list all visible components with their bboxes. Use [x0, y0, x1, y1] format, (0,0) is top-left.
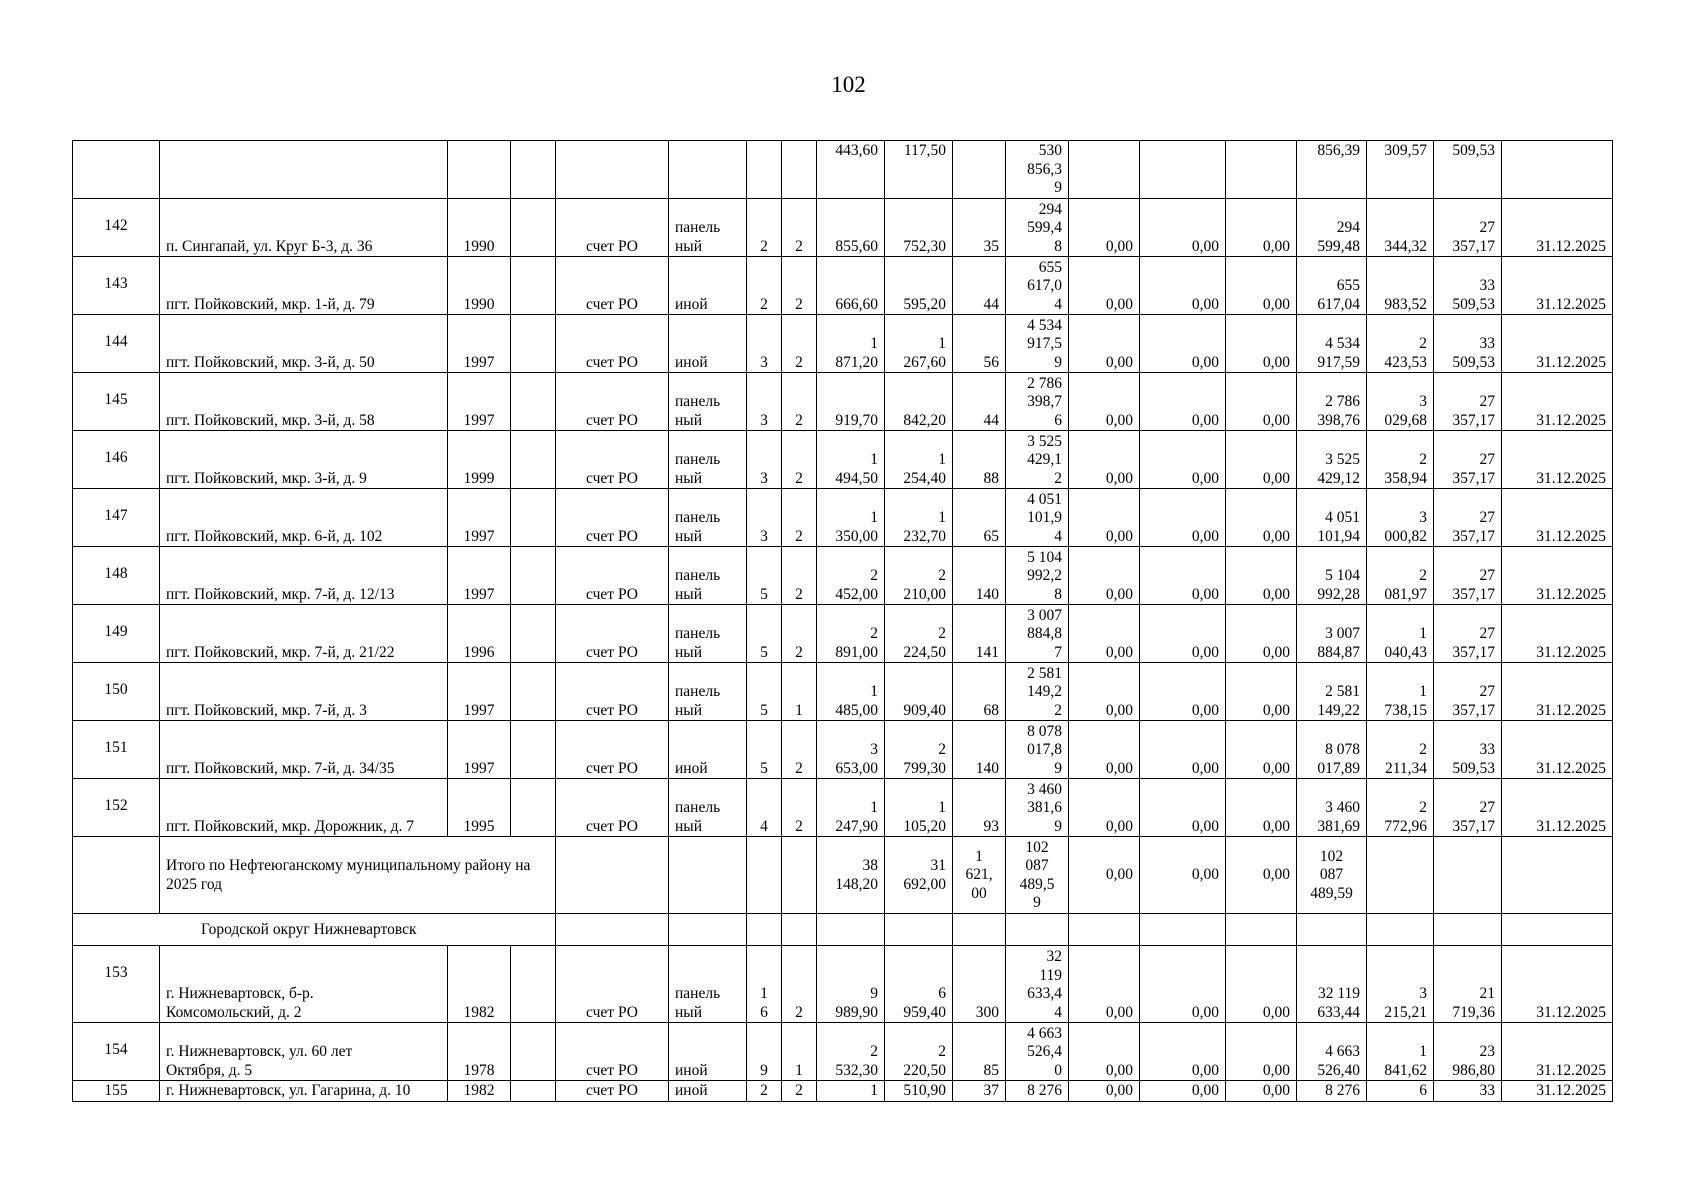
cell-residents: 56 — [953, 315, 1006, 373]
cell-fund-1: 0,00 — [1069, 779, 1140, 837]
cell-total: 4 534 917,59 — [1297, 315, 1367, 373]
cell-date: 31.12.2025 — [1502, 946, 1613, 1023]
cell-area-total: 443,60 — [817, 141, 885, 199]
cell-date: 31.12.2025 — [1502, 489, 1613, 547]
cell-fund-2: 0,00 — [1140, 663, 1226, 721]
cell-total: 4 663 526,40 — [1297, 1023, 1367, 1081]
cell-address: г. Нижневартовск, ул. 60 лет Октября, д. 5 — [160, 1023, 448, 1081]
cell-max-cost: 33 509,53 — [1434, 257, 1502, 315]
cell-area-total: 2 452,00 — [817, 547, 885, 605]
cell-total: 8 078 017,89 — [1297, 721, 1367, 779]
cell-wall-material: иной — [669, 315, 747, 373]
table-row — [73, 431, 1613, 489]
cell-floors: 3 — [747, 315, 782, 373]
cell-total: 294 599,48 — [1297, 199, 1367, 257]
cell-floors: 5 — [747, 547, 782, 605]
cell-residents: 68 — [953, 663, 1006, 721]
cell-area-total: 919,70 — [817, 373, 885, 431]
cell-funding-source: счет РО — [556, 721, 669, 779]
cell-funding-source: счет РО — [556, 489, 669, 547]
cell-cost: 4 534 917,5 9 — [1006, 315, 1069, 373]
cell-funding-source: счет РО — [556, 663, 669, 721]
cell-year: 1996 — [448, 605, 511, 663]
cell-cost: 32 119 633,4 4 — [1006, 946, 1069, 1023]
page-number: 102 — [831, 72, 866, 97]
building-register-table — [72, 140, 1613, 1102]
cell-floors: 2 — [747, 1081, 782, 1102]
table-row — [73, 257, 1613, 315]
cell-fund-3: 0,00 — [1226, 199, 1297, 257]
cell-number: 147 — [73, 489, 160, 547]
cell-fund-1: 0,00 — [1069, 199, 1140, 257]
cell-year: 1995 — [448, 779, 511, 837]
cell-residents: 88 — [953, 431, 1006, 489]
cell-unit-cost: 3 000,82 — [1367, 489, 1434, 547]
cell-fund-2: 0,00 — [1140, 1023, 1226, 1081]
cell-area-total: 3 653,00 — [817, 721, 885, 779]
cell-fund-2: 0,00 — [1140, 946, 1226, 1023]
cell-number: 150 — [73, 663, 160, 721]
table-row — [73, 663, 1613, 721]
cell-fund-3: 0,00 — [1226, 489, 1297, 547]
cell-cost: 530 856,3 9 — [1006, 141, 1069, 199]
cell-fund-1: 0,00 — [1069, 721, 1140, 779]
cell-funding-source: счет РО — [556, 373, 669, 431]
cell-wall-material: панель ный — [669, 547, 747, 605]
cell-address: пгт. Пойковский, мкр. 3-й, д. 50 — [160, 315, 448, 373]
cell-cost: 655 617,0 4 — [1006, 257, 1069, 315]
table-row — [73, 721, 1613, 779]
cell-cost: 294 599,4 8 — [1006, 199, 1069, 257]
cell-wall-material: панель ный — [669, 663, 747, 721]
section-header: Городской округ Нижневартовск — [73, 914, 556, 946]
cell-fund-3: 0,00 — [1226, 663, 1297, 721]
cell-floors: 3 — [747, 489, 782, 547]
cell-fund-1: 0,00 — [1069, 1081, 1140, 1102]
cell-area-total: 1 871,20 — [817, 315, 885, 373]
cell-area-living: 6 959,40 — [885, 946, 953, 1023]
cell-max-cost: 27 357,17 — [1434, 605, 1502, 663]
cell-address: пгт. Пойковский, мкр. 3-й, д. 58 — [160, 373, 448, 431]
subtotal-row — [73, 837, 1613, 914]
cell-number: 154 — [73, 1023, 160, 1081]
cell-date: 31.12.2025 — [1502, 1023, 1613, 1081]
cell-cost: 2 786 398,7 6 — [1006, 373, 1069, 431]
cell-floors: 4 — [747, 779, 782, 837]
cell-area-total: 1 485,00 — [817, 663, 885, 721]
cell-number: 155 — [73, 1081, 160, 1102]
cell-residents: 65 — [953, 489, 1006, 547]
cell-entrances: 2 — [782, 431, 817, 489]
cell-total: 5 104 992,28 — [1297, 547, 1367, 605]
cell-funding-source: счет РО — [556, 315, 669, 373]
cell-max-cost: 27 357,17 — [1434, 489, 1502, 547]
cell-fund-3: 0,00 — [1226, 373, 1297, 431]
cell-address: пгт. Пойковский, мкр. 7-й, д. 21/22 — [160, 605, 448, 663]
cell-fund-1: 0,00 — [1069, 1023, 1140, 1081]
cell-area-total: 1 247,90 — [817, 779, 885, 837]
cell-fund-1: 0,00 — [1069, 373, 1140, 431]
cell-residents: 85 — [953, 1023, 1006, 1081]
cell-wall-material: панель ный — [669, 605, 747, 663]
cell-total: 655 617,04 — [1297, 257, 1367, 315]
cell-area-living: 909,40 — [885, 663, 953, 721]
table-row — [73, 373, 1613, 431]
cell-wall-material: иной — [669, 257, 747, 315]
cell-max-cost: 27 357,17 — [1434, 547, 1502, 605]
cell-floors: 5 — [747, 605, 782, 663]
cell-number: 144 — [73, 315, 160, 373]
cell-floors: 2 — [747, 199, 782, 257]
cell-fund-1: 0,00 — [1069, 315, 1140, 373]
cell-address: пгт. Пойковский, мкр. 7-й, д. 34/35 — [160, 721, 448, 779]
cell-fund-3: 0,00 — [1226, 431, 1297, 489]
cell-cost: 8 276 — [1006, 1081, 1069, 1102]
cell-year: 1982 — [448, 1081, 511, 1102]
cell-max-cost: 21 719,36 — [1434, 946, 1502, 1023]
cell-unit-cost: 2 211,34 — [1367, 721, 1434, 779]
cell-unit-cost: 983,52 — [1367, 257, 1434, 315]
subtotal-label: Итого по Нефтеюганскому муниципальному району на 2025 год — [160, 837, 556, 914]
cell-number: 146 — [73, 431, 160, 489]
cell-entrances: 2 — [782, 779, 817, 837]
cell-residents: 140 — [953, 721, 1006, 779]
cell-fund-3: 0,00 — [1226, 837, 1297, 914]
cell-fund-1: 0,00 — [1069, 257, 1140, 315]
cell-max-cost: 33 509,53 — [1434, 721, 1502, 779]
cell-fund-2: 0,00 — [1140, 257, 1226, 315]
cell-total: 102 087 489,59 — [1297, 837, 1367, 914]
cell-year: 1997 — [448, 373, 511, 431]
cell-residents: 141 — [953, 605, 1006, 663]
cell-total: 3 525 429,12 — [1297, 431, 1367, 489]
cell-fund-3: 0,00 — [1226, 1081, 1297, 1102]
cell-residents: 1 621, 00 — [953, 837, 1006, 914]
cell-fund-1: 0,00 — [1069, 489, 1140, 547]
cell-fund-1: 0,00 — [1069, 547, 1140, 605]
cell-entrances: 2 — [782, 373, 817, 431]
cell-funding-source: счет РО — [556, 1023, 669, 1081]
cell-cost: 2 581 149,2 2 — [1006, 663, 1069, 721]
cell-area-living: 1 254,40 — [885, 431, 953, 489]
cell-area-total: 2 891,00 — [817, 605, 885, 663]
cell-address: пгт. Пойковский, мкр. 7-й, д. 3 — [160, 663, 448, 721]
cell-entrances: 2 — [782, 605, 817, 663]
cell-unit-cost: 2 772,96 — [1367, 779, 1434, 837]
cell-residents: 44 — [953, 373, 1006, 431]
cell-total: 3 460 381,69 — [1297, 779, 1367, 837]
cell-area-living: 752,30 — [885, 199, 953, 257]
table-row-continued — [73, 141, 1613, 199]
cell-date: 31.12.2025 — [1502, 663, 1613, 721]
cell-entrances: 2 — [782, 946, 817, 1023]
cell-floors: 5 — [747, 721, 782, 779]
cell-fund-2: 0,00 — [1140, 431, 1226, 489]
cell-funding-source: счет РО — [556, 946, 669, 1023]
cell-floors: 5 — [747, 663, 782, 721]
cell-area-living: 1 105,20 — [885, 779, 953, 837]
cell-area-total: 9 989,90 — [817, 946, 885, 1023]
cell-entrances: 2 — [782, 315, 817, 373]
cell-fund-2: 0,00 — [1140, 605, 1226, 663]
cell-wall-material: иной — [669, 1081, 747, 1102]
cell-number: 153 — [73, 946, 160, 1023]
cell-entrances: 2 — [782, 257, 817, 315]
cell-date: 31.12.2025 — [1502, 547, 1613, 605]
cell-area-living: 2 224,50 — [885, 605, 953, 663]
cell-year: 1997 — [448, 663, 511, 721]
cell-funding-source: счет РО — [556, 257, 669, 315]
cell-cost: 3 007 884,8 7 — [1006, 605, 1069, 663]
cell-max-cost: 33 509,53 — [1434, 315, 1502, 373]
cell-year: 1990 — [448, 257, 511, 315]
section-header-row — [73, 914, 1613, 946]
cell-year: 1997 — [448, 721, 511, 779]
cell-max-cost: 27 357,17 — [1434, 199, 1502, 257]
cell-address: г. Нижневартовск, б-р. Комсомольский, д. 2 — [160, 946, 448, 1023]
cell-number: 152 — [73, 779, 160, 837]
cell-area-living: 2 210,00 — [885, 547, 953, 605]
cell-funding-source: счет РО — [556, 199, 669, 257]
cell-unit-cost: 3 215,21 — [1367, 946, 1434, 1023]
cell-unit-cost: 2 423,53 — [1367, 315, 1434, 373]
cell-date: 31.12.2025 — [1502, 315, 1613, 373]
cell-unit-cost: 3 029,68 — [1367, 373, 1434, 431]
cell-address: пгт. Пойковский, мкр. 3-й, д. 9 — [160, 431, 448, 489]
cell-fund-2: 0,00 — [1140, 315, 1226, 373]
cell-date: 31.12.2025 — [1502, 1081, 1613, 1102]
cell-year: 1999 — [448, 431, 511, 489]
cell-cost: 8 078 017,8 9 — [1006, 721, 1069, 779]
cell-total: 2 581 149,22 — [1297, 663, 1367, 721]
cell-total: 3 007 884,87 — [1297, 605, 1367, 663]
cell-unit-cost: 2 081,97 — [1367, 547, 1434, 605]
cell-area-living: 1 232,70 — [885, 489, 953, 547]
cell-area-total: 1 494,50 — [817, 431, 885, 489]
cell-wall-material: панель ный — [669, 431, 747, 489]
cell-year: 1997 — [448, 315, 511, 373]
cell-wall-material: панель ный — [669, 373, 747, 431]
cell-address: пгт. Пойковский, мкр. 7-й, д. 12/13 — [160, 547, 448, 605]
cell-entrances: 2 — [782, 1081, 817, 1102]
cell-fund-3: 0,00 — [1226, 605, 1297, 663]
cell-max-cost: 27 357,17 — [1434, 779, 1502, 837]
cell-number: 145 — [73, 373, 160, 431]
cell-unit-cost: 1 040,43 — [1367, 605, 1434, 663]
table-row-cut — [73, 1081, 1613, 1102]
cell-area-total: 1 — [817, 1081, 885, 1102]
cell-fund-1: 0,00 — [1069, 431, 1140, 489]
cell-area-living: 595,20 — [885, 257, 953, 315]
cell-area-total: 666,60 — [817, 257, 885, 315]
cell-fund-2: 0,00 — [1140, 489, 1226, 547]
cell-residents: 140 — [953, 547, 1006, 605]
table-row — [73, 946, 1613, 1023]
table-row — [73, 199, 1613, 257]
cell-fund-2: 0,00 — [1140, 199, 1226, 257]
cell-area-living: 31 692,00 — [885, 837, 953, 914]
cell-residents: 300 — [953, 946, 1006, 1023]
cell-year: 1978 — [448, 1023, 511, 1081]
cell-funding-source: счет РО — [556, 431, 669, 489]
cell-total: 8 276 — [1297, 1081, 1367, 1102]
cell-area-living: 510,90 — [885, 1081, 953, 1102]
cell-area-total: 38 148,20 — [817, 837, 885, 914]
table-row — [73, 1023, 1613, 1081]
cell-cost: 3 525 429,1 2 — [1006, 431, 1069, 489]
cell-fund-3: 0,00 — [1226, 315, 1297, 373]
cell-unit-cost: 344,32 — [1367, 199, 1434, 257]
cell-unit-cost: 1 738,15 — [1367, 663, 1434, 721]
cell-fund-3: 0,00 — [1226, 779, 1297, 837]
cell-entrances: 1 — [782, 1023, 817, 1081]
cell-residents: 44 — [953, 257, 1006, 315]
cell-area-living: 117,50 — [885, 141, 953, 199]
cell-max-cost: 27 357,17 — [1434, 431, 1502, 489]
cell-wall-material: иной — [669, 1023, 747, 1081]
cell-residents: 35 — [953, 199, 1006, 257]
cell-fund-3: 0,00 — [1226, 547, 1297, 605]
cell-date: 31.12.2025 — [1502, 721, 1613, 779]
cell-fund-3: 0,00 — [1226, 721, 1297, 779]
cell-total: 32 119 633,44 — [1297, 946, 1367, 1023]
cell-floors: 2 — [747, 257, 782, 315]
cell-total: 4 051 101,94 — [1297, 489, 1367, 547]
cell-number: 142 — [73, 199, 160, 257]
cell-total: 856,39 — [1297, 141, 1367, 199]
cell-fund-1: 0,00 — [1069, 837, 1140, 914]
cell-cost: 4 663 526,4 0 — [1006, 1023, 1069, 1081]
cell-unit-cost: 6 — [1367, 1081, 1434, 1102]
cell-address: пгт. Пойковский, мкр. Дорожник, д. 7 — [160, 779, 448, 837]
cell-fund-2: 0,00 — [1140, 373, 1226, 431]
cell-floors: 1 6 — [747, 946, 782, 1023]
cell-cost: 102 087 489,5 9 — [1006, 837, 1069, 914]
cell-fund-3: 0,00 — [1226, 257, 1297, 315]
cell-max-cost: 33 — [1434, 1081, 1502, 1102]
cell-area-living: 2 220,50 — [885, 1023, 953, 1081]
table-row — [73, 605, 1613, 663]
cell-year: 1982 — [448, 946, 511, 1023]
cell-area-living: 842,20 — [885, 373, 953, 431]
cell-cost: 3 460 381,6 9 — [1006, 779, 1069, 837]
cell-funding-source: счет РО — [556, 1081, 669, 1102]
cell-wall-material: иной — [669, 721, 747, 779]
cell-entrances: 2 — [782, 721, 817, 779]
cell-year: 1990 — [448, 199, 511, 257]
cell-entrances: 2 — [782, 547, 817, 605]
cell-funding-source: счет РО — [556, 605, 669, 663]
cell-max-cost: 23 986,80 — [1434, 1023, 1502, 1081]
cell-entrances: 2 — [782, 489, 817, 547]
cell-area-living: 2 799,30 — [885, 721, 953, 779]
cell-wall-material: панель ный — [669, 489, 747, 547]
cell-entrances: 2 — [782, 199, 817, 257]
cell-fund-1: 0,00 — [1069, 605, 1140, 663]
cell-year: 1997 — [448, 547, 511, 605]
cell-total: 2 786 398,76 — [1297, 373, 1367, 431]
cell-date: 31.12.2025 — [1502, 373, 1613, 431]
cell-date: 31.12.2025 — [1502, 779, 1613, 837]
table-row — [73, 489, 1613, 547]
table-body — [73, 141, 1613, 1102]
cell-address: п. Сингапай, ул. Круг Б-3, д. 36 — [160, 199, 448, 257]
cell-date: 31.12.2025 — [1502, 605, 1613, 663]
cell-area-total: 2 532,30 — [817, 1023, 885, 1081]
table-row — [73, 315, 1613, 373]
cell-fund-3: 0,00 — [1226, 1023, 1297, 1081]
cell-fund-1: 0,00 — [1069, 663, 1140, 721]
cell-number: 148 — [73, 547, 160, 605]
cell-date: 31.12.2025 — [1502, 257, 1613, 315]
cell-wall-material: панель ный — [669, 946, 747, 1023]
cell-address: пгт. Пойковский, мкр. 6-й, д. 102 — [160, 489, 448, 547]
table-row — [73, 547, 1613, 605]
cell-residents: 93 — [953, 779, 1006, 837]
cell-address: г. Нижневартовск, ул. Гагарина, д. 10 — [160, 1081, 448, 1102]
cell-fund-2: 0,00 — [1140, 837, 1226, 914]
cell-date: 31.12.2025 — [1502, 431, 1613, 489]
cell-number: 149 — [73, 605, 160, 663]
cell-max-cost: 27 357,17 — [1434, 663, 1502, 721]
cell-fund-2: 0,00 — [1140, 721, 1226, 779]
cell-residents: 37 — [953, 1081, 1006, 1102]
cell-area-total: 855,60 — [817, 199, 885, 257]
cell-entrances: 1 — [782, 663, 817, 721]
cell-max-cost: 509,53 — [1434, 141, 1502, 199]
cell-address: пгт. Пойковский, мкр. 1-й, д. 79 — [160, 257, 448, 315]
cell-cost: 4 051 101,9 4 — [1006, 489, 1069, 547]
cell-number: 143 — [73, 257, 160, 315]
cell-cost: 5 104 992,2 8 — [1006, 547, 1069, 605]
cell-floors: 3 — [747, 373, 782, 431]
cell-fund-3: 0,00 — [1226, 946, 1297, 1023]
cell-wall-material: панель ный — [669, 199, 747, 257]
cell-wall-material: панель ный — [669, 779, 747, 837]
cell-area-total: 1 350,00 — [817, 489, 885, 547]
cell-unit-cost: 2 358,94 — [1367, 431, 1434, 489]
cell-unit-cost: 1 841,62 — [1367, 1023, 1434, 1081]
cell-year: 1997 — [448, 489, 511, 547]
cell-area-living: 1 267,60 — [885, 315, 953, 373]
cell-floors: 3 — [747, 431, 782, 489]
cell-unit-cost: 309,57 — [1367, 141, 1434, 199]
cell-fund-2: 0,00 — [1140, 779, 1226, 837]
cell-funding-source: счет РО — [556, 779, 669, 837]
cell-floors: 9 — [747, 1023, 782, 1081]
cell-funding-source: счет РО — [556, 547, 669, 605]
cell-fund-2: 0,00 — [1140, 1081, 1226, 1102]
cell-fund-2: 0,00 — [1140, 547, 1226, 605]
cell-date: 31.12.2025 — [1502, 199, 1613, 257]
cell-number: 151 — [73, 721, 160, 779]
table-row — [73, 779, 1613, 837]
cell-max-cost: 27 357,17 — [1434, 373, 1502, 431]
cell-fund-1: 0,00 — [1069, 946, 1140, 1023]
